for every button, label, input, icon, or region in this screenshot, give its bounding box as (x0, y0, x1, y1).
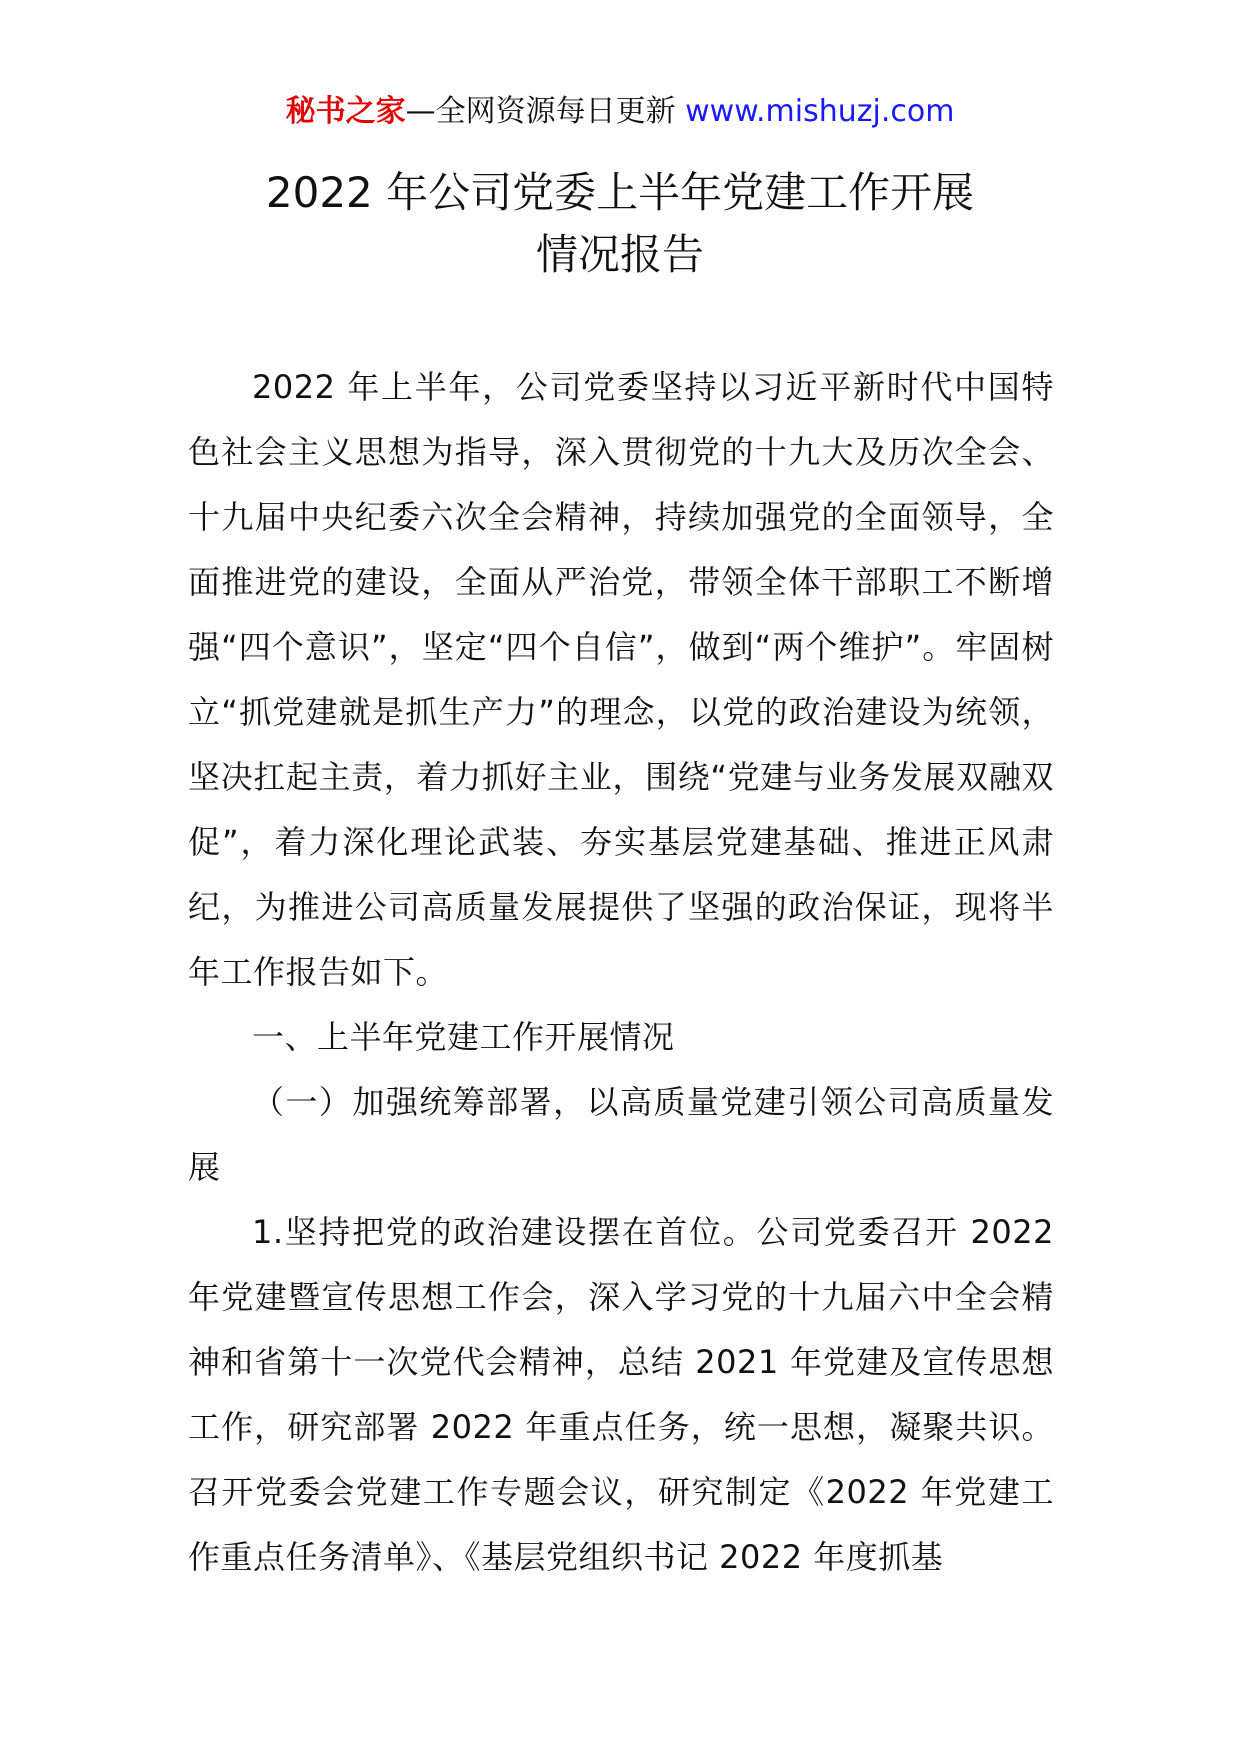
document-title-line-1: 2022 年公司党委上半年党建工作开展 (265, 168, 975, 217)
document-title-line-2: 情况报告 (535, 230, 704, 279)
body-paragraph-intro: 2022 年上半年，公司党委坚持以习近平新时代中国特色社会主义思想为指导，深入贯彻党的十九大及历次全会、十九届中央纪委六次全会精神，持续加强党的全面领导，全面推进党的建设，全面从严治党，带领全体干部职工不断增强“四个意识”，坚定“四个自信”，做到“两个维护”。牢固树立“抓党建就是抓生产力”的理念，以党的政治建设为统领，坚决扛起主责，着力抓好主业，围绕“党建与业务发展双融双促”，着力深化理论武装、夯实基层党建基础、推进正风肃纪，为推进公司高质量发展提供了坚强的政治保证，现将半年工作报告如下。 (188, 368, 1054, 991)
site-url-link[interactable]: www.mishuzj.com (685, 94, 955, 129)
subsection-heading-1: （一）加强统筹部署，以高质量党建引领公司高质量发展 (188, 1083, 1054, 1186)
header-tagline: —全网资源每日更新 (405, 94, 676, 129)
document-title (0, 162, 1240, 286)
header-banner (0, 92, 1240, 132)
brand-name: 秘书之家 (285, 94, 406, 129)
body-paragraph-item-1: 1.坚持把党的政治建设摆在首位。公司党委召开 2022 年党建暨宣传思想工作会，深入学习党的十九届六中全会精神和省第十一次党代会精神，总结 2021 年党建及宣传思想工作，研究部署 2022 年重点任务，统一思想，凝聚共识。召开党委会党建工作专题会议，研究制定《2022 年党建工作重点任务清单》、《基层党组织书记 2022 年度抓基 (188, 1213, 1054, 1576)
section-heading-1: 一、上半年党建工作开展情况 (252, 1018, 675, 1056)
document-body (188, 355, 1054, 1590)
